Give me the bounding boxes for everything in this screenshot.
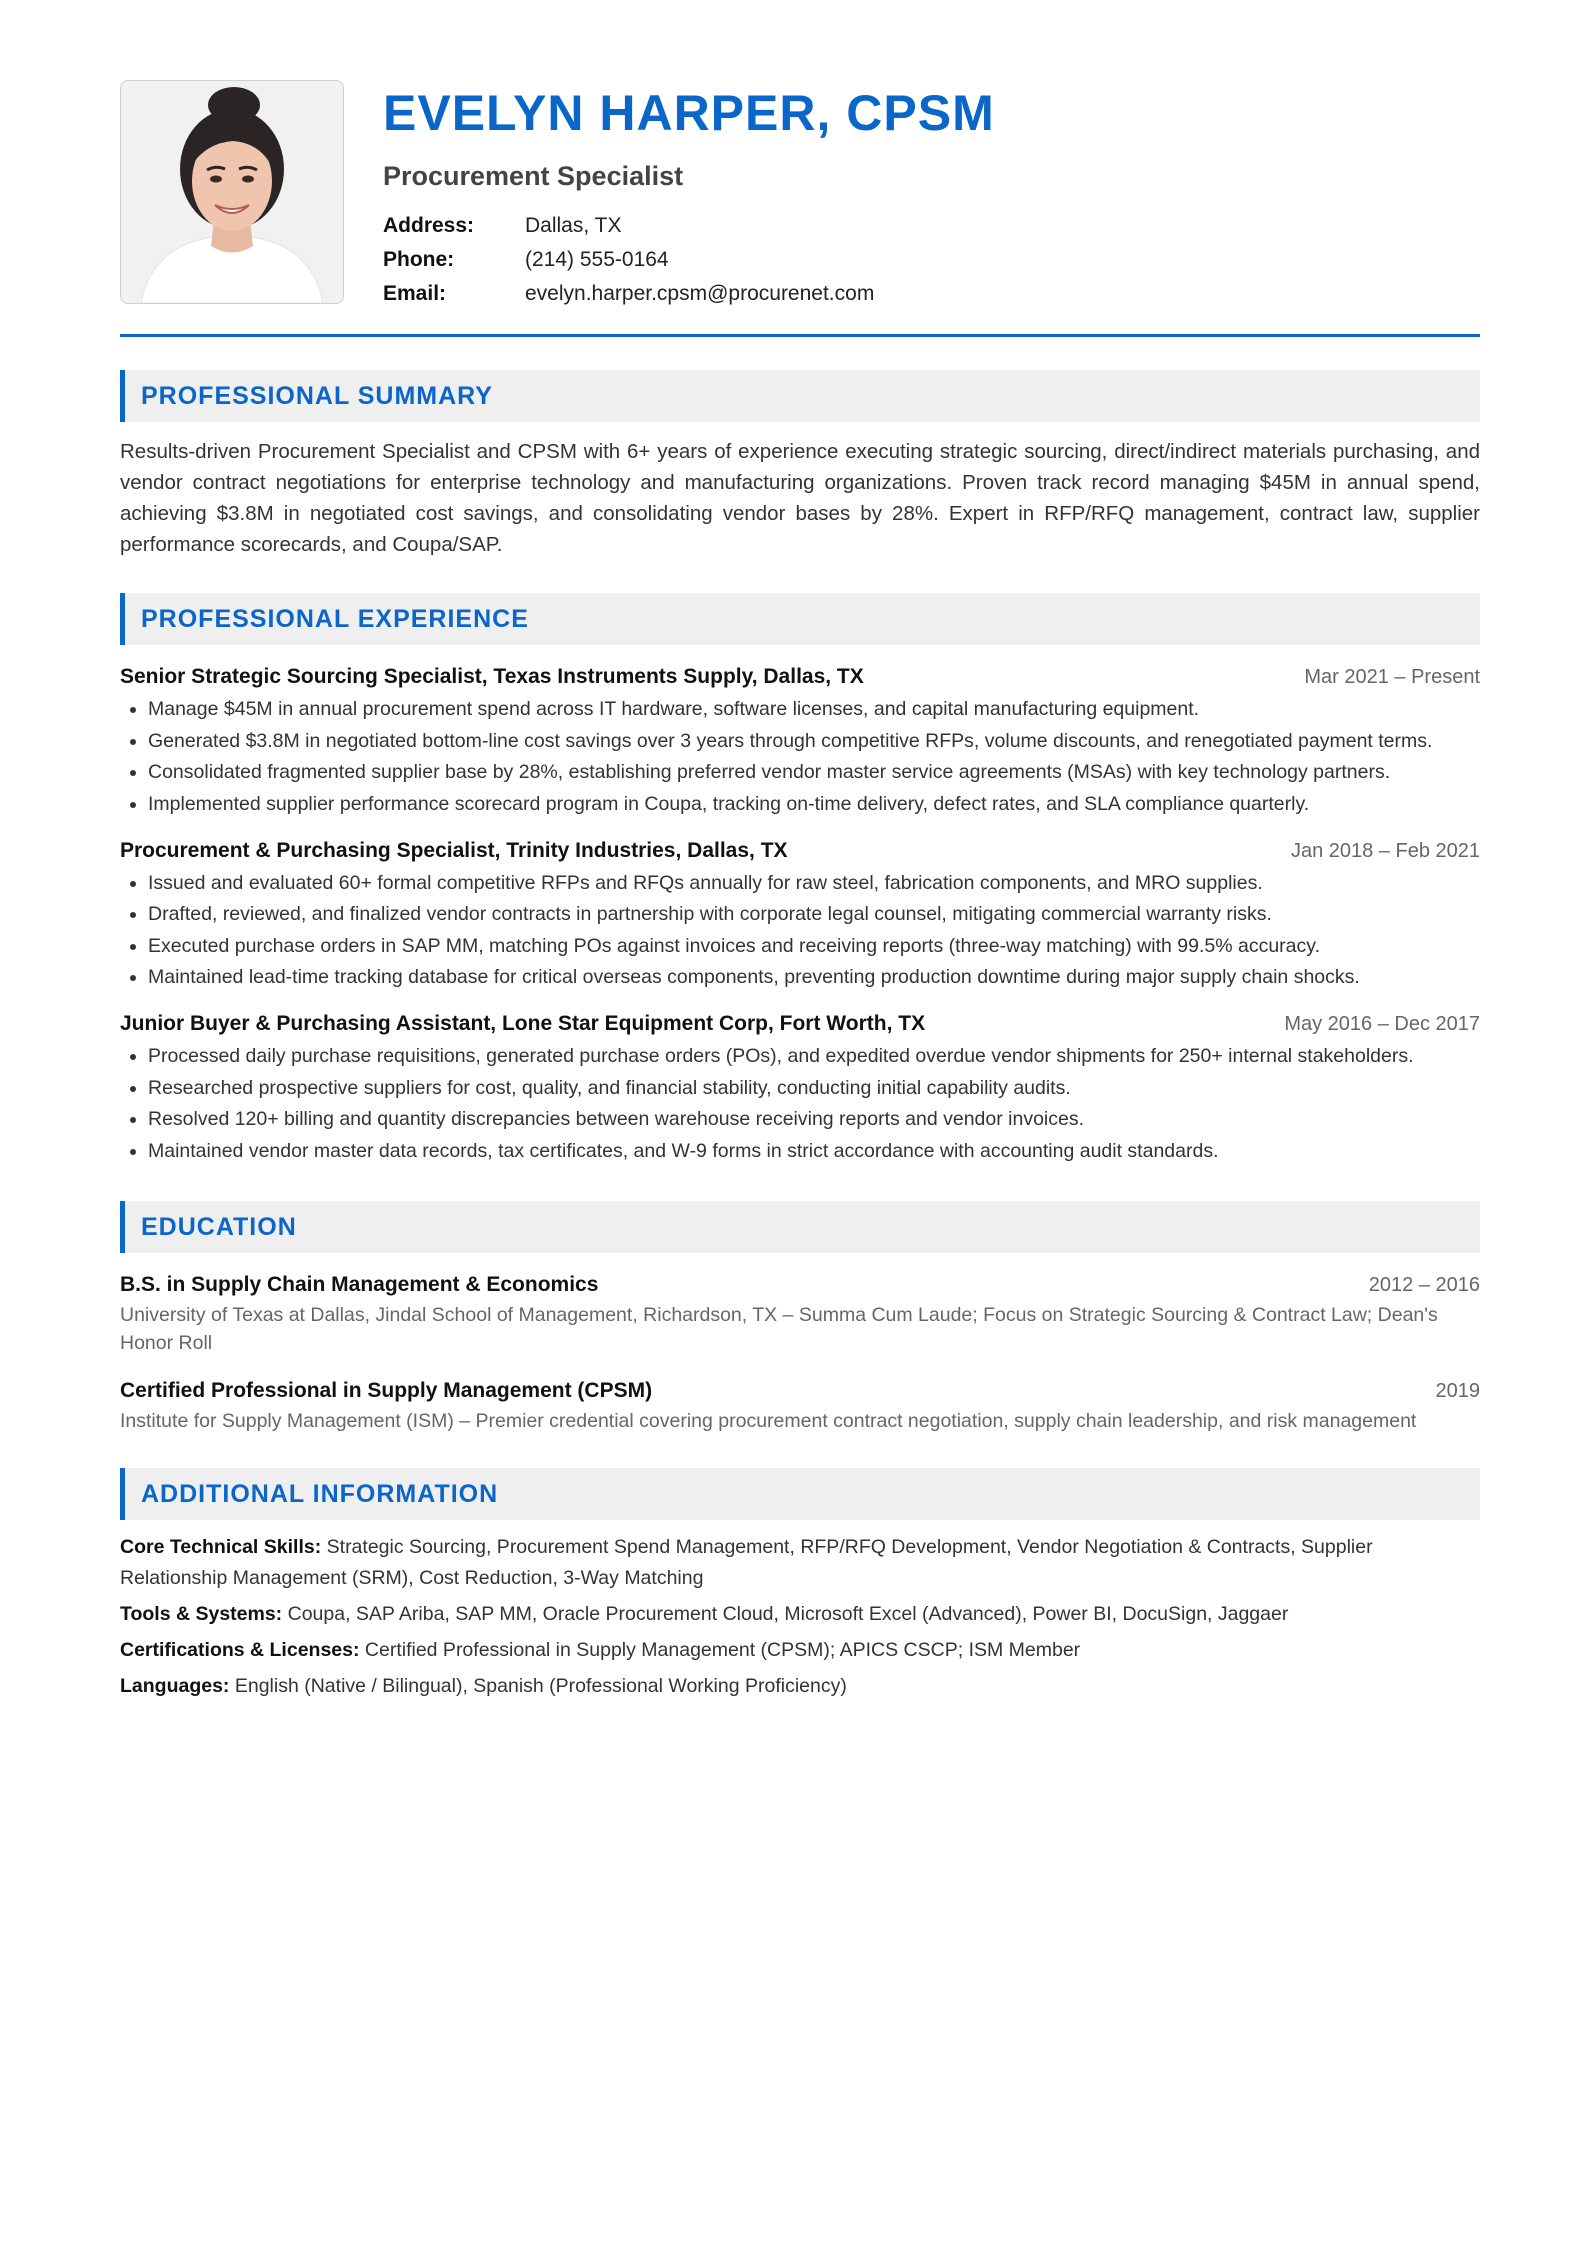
education-header [120, 1375, 1480, 1407]
job-bullets [120, 869, 1480, 992]
education-title: Certified Professional in Supply Management (CPSM) [120, 1378, 653, 1402]
additional-value: Certified Professional in Supply Management (CPSM); APICS CSCP; ISM Member [364, 1638, 1081, 1661]
section-heading-summary [120, 370, 1480, 422]
job-entry [120, 1008, 1480, 1165]
additional-row-tools [120, 1599, 1480, 1630]
education-date: 2012 – 2016 [1368, 1273, 1480, 1296]
profile-photo-illustration [121, 81, 343, 303]
summary-text: Results-driven Procurement Specialist and CPSM with 6+ years of experience executing strategic sourcing, direct/indirect materials purchasing, and vendor contract negotiations for enterprise technology and manufacturing organizations. Proven track record managing $45M in annual spend, achieving $3.8M in negotiated cost savings, and consolidating vendor bases by 28%. Expert in RFP/RFQ management, contract law, supplier performance scorecards, and Coupa/SAP. [120, 440, 1480, 556]
education-detail: University of Texas at Dallas, Jindal School of Management, Richardson, TX – Summa Cum Laude; Focus on Strategic Sourcing & Contract Law; Dean's Honor Roll [120, 1303, 1438, 1354]
job-bullets [120, 695, 1480, 818]
contact-label: Address: [383, 214, 475, 237]
contact-email [383, 277, 1480, 311]
additional-value: Coupa, SAP Ariba, SAP MM, Oracle Procurement Cloud, Microsoft Excel (Advanced), Power BI, DocuSign, Jaggaer [287, 1602, 1289, 1625]
education-detail: Institute for Supply Management (ISM) – Premier credential covering procurement contract negotiation, supply chain leadership, and risk management [120, 1409, 1417, 1432]
contact-info [383, 209, 1480, 311]
additional-label: Certifications & Licenses: [120, 1638, 365, 1661]
section-heading-text: EDUCATION [141, 1212, 297, 1241]
education-title: B.S. in Supply Chain Management & Economics [120, 1272, 599, 1296]
job-date: May 2016 – Dec 2017 [1284, 1013, 1480, 1035]
contact-value: evelyn.harper.cpsm@procurenet.com [525, 282, 875, 305]
job-bullet: • Issued and evaluated 60+ formal competitive RFPs and RFQs annually for raw steel, fabrication components, and MRO supplies. [148, 869, 1480, 897]
job-bullets [120, 1042, 1480, 1165]
job-bullet: • Executed purchase orders in SAP MM, matching POs against invoices and receiving reports (three-way matching) with 99.5% accuracy. [148, 932, 1480, 960]
job-entry [120, 661, 1480, 818]
profile-photo [120, 80, 344, 304]
header-divider [120, 334, 1480, 337]
contact-label: Phone: [383, 248, 455, 271]
additional-label: Tools & Systems: [120, 1602, 288, 1625]
contact-value: (214) 555-0164 [525, 248, 669, 271]
job-header [120, 1008, 1480, 1040]
additional-row-certifications [120, 1635, 1480, 1666]
additional-value: English (Native / Bilingual), Spanish (Professional Working Proficiency) [234, 1674, 847, 1697]
education-entry [120, 1375, 1480, 1435]
section-heading-text: PROFESSIONAL SUMMARY [141, 382, 493, 410]
job-header [120, 661, 1480, 693]
job-bullet: • Researched prospective suppliers for cost, quality, and financial stability, conducting initial capability audits. [148, 1074, 1480, 1102]
job-title: Senior Strategic Sourcing Specialist, Texas Instruments Supply, Dallas, TX [120, 665, 864, 688]
job-bullet: • Manage $45M in annual procurement spend across IT hardware, software licenses, and capital manufacturing equipment. [148, 695, 1480, 723]
contact-phone [383, 243, 1480, 277]
experience-list [120, 661, 1480, 1165]
job-header [120, 835, 1480, 867]
section-heading-additional [120, 1468, 1480, 1520]
education-date: 2019 [1435, 1379, 1480, 1402]
candidate-name: EVELYN HARPER, CPSM [383, 85, 995, 141]
job-bullet: • Consolidated fragmented supplier base by 28%, establishing preferred vendor master service agreements (MSAs) with key technology partners. [148, 758, 1480, 786]
job-bullet: • Processed daily purchase requisitions, generated purchase orders (POs), and expedited overdue vendor shipments for 250+ internal stakeholders. [148, 1042, 1480, 1070]
job-title: Junior Buyer & Purchasing Assistant, Lone Star Equipment Corp, Fort Worth, TX [120, 1012, 926, 1035]
additional-value: Strategic Sourcing, Procurement Spend Management, RFP/RFQ Development, Vendor Negotiation & Contracts, Supplier Relationship Management (SRM), Cost Reduction, 3-Way Matching [120, 1535, 1373, 1589]
additional-label: Core Technical Skills: [120, 1535, 327, 1558]
additional-label: Languages: [120, 1674, 235, 1697]
contact-label: Email: [383, 282, 447, 305]
job-date: Jan 2018 – Feb 2021 [1290, 839, 1480, 862]
additional-info [120, 1532, 1480, 1702]
section-heading-text: ADDITIONAL INFORMATION [141, 1479, 499, 1508]
job-bullet: • Resolved 120+ billing and quantity discrepancies between warehouse receiving reports and vendor invoices. [148, 1105, 1480, 1133]
section-heading-education [120, 1201, 1480, 1253]
candidate-title: Procurement Specialist [383, 161, 684, 191]
header-text [383, 80, 1480, 311]
resume-page [120, 80, 1480, 1707]
contact-address [383, 209, 1480, 243]
additional-row-skills [120, 1532, 1480, 1594]
job-entry [120, 835, 1480, 992]
job-title: Procurement & Purchasing Specialist, Trinity Industries, Dallas, TX [120, 838, 788, 862]
education-header [120, 1269, 1480, 1301]
section-heading-text: PROFESSIONAL EXPERIENCE [141, 605, 529, 633]
education-entry [120, 1269, 1480, 1357]
section-heading-experience [120, 593, 1480, 645]
contact-value: Dallas, TX [525, 214, 622, 237]
job-bullet: • Maintained lead-time tracking database for critical overseas components, preventing production downtime during major supply chain shocks. [148, 963, 1480, 991]
job-bullet: • Generated $3.8M in negotiated bottom-line cost savings over 3 years through competitive RFPs, volume discounts, and renegotiated payment terms. [148, 727, 1480, 755]
job-bullet: • Maintained vendor master data records, tax certificates, and W-9 forms in strict accordance with accounting audit standards. [148, 1137, 1480, 1165]
job-bullet: • Implemented supplier performance scorecard program in Coupa, tracking on-time delivery, defect rates, and SLA compliance quarterly. [148, 790, 1480, 818]
job-date: Mar 2021 – Present [1304, 666, 1480, 688]
additional-row-languages [120, 1671, 1480, 1702]
resume-header [120, 80, 1480, 305]
job-bullet: • Drafted, reviewed, and finalized vendor contracts in partnership with corporate legal counsel, mitigating commercial warranty risks. [148, 900, 1480, 928]
